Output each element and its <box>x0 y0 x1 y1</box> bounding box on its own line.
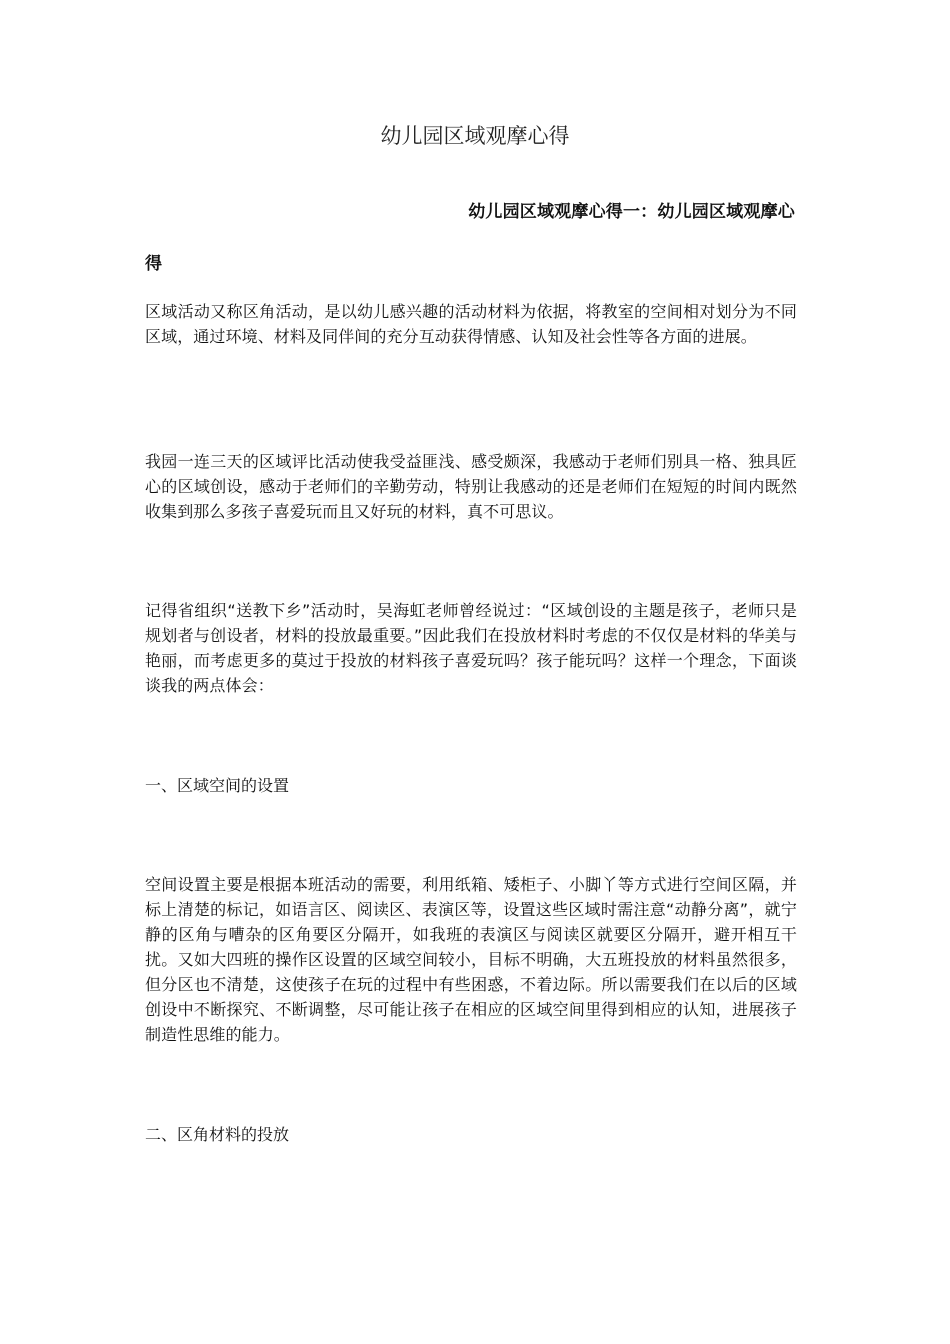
subtitle-line-2: 得 <box>145 254 163 274</box>
paragraph-evaluation: 我园一连三天的区域评比活动使我受益匪浅、感受颇深，我感动于老师们别具一格、独具匠心的区域创设，感动于老师们的辛勤劳动，特别让我感动的还是老师们在短短的时间内既然收集到那么多孩子喜爱玩而且又好玩的材料，真不可思议。 <box>145 452 797 521</box>
paragraph-space-setup: 空间设置主要是根据本班活动的需要，利用纸箱、矮柜子、小脚丫等方式进行空间区隔，并标上清楚的标记，如语言区、阅读区、表演区等，设置这些区域时需注意“动静分离”，就宁静的区角与嘈杂的区角要区分隔开，如我班的表演区与阅读区就要区分隔开，避开相互干扰。又如大四班的操作区设置的区域空间较小，目标不明确，大五班投放的材料虽然很多，但分区也不清楚，这使孩子在玩的过程中有些困惑，不着边际。所以需要我们在以后的区域创设中不断探究、不断调整，尽可能让孩子在相应的区域空间里得到相应的认知，进展孩子制造性思维的能力。 <box>145 875 797 1044</box>
paragraph-intro: 区域活动又称区角活动，是以幼儿感兴趣的活动材料为依据，将教室的空间相对划分为不同区域，通过环境、材料及同伴间的充分互动获得情感、认知及社会性等各方面的进展。 <box>145 302 797 346</box>
section-subtitle <box>145 186 795 290</box>
paragraph-quote: 记得省组织“送教下乡”活动时，吴海虹老师曾经说过：“区域创设的主题是孩子，老师只是规划者与创设者，材料的投放最重要。”因此我们在投放材料时考虑的不仅仅是材料的华美与艳丽，而考虑更多的莫过于投放的材料孩子喜爱玩吗？孩子能玩吗？这样一个理念，下面谈谈我的两点体会： <box>145 601 797 695</box>
heading-space-setup: 一、区域空间的设置 <box>145 776 290 795</box>
document-title: 幼儿园区域观摩心得 <box>380 124 570 148</box>
heading-material-placement: 二、区角材料的投放 <box>145 1125 290 1144</box>
subtitle-line-1: 幼儿园区域观摩心得一：幼儿园区域观摩心 <box>468 202 795 222</box>
